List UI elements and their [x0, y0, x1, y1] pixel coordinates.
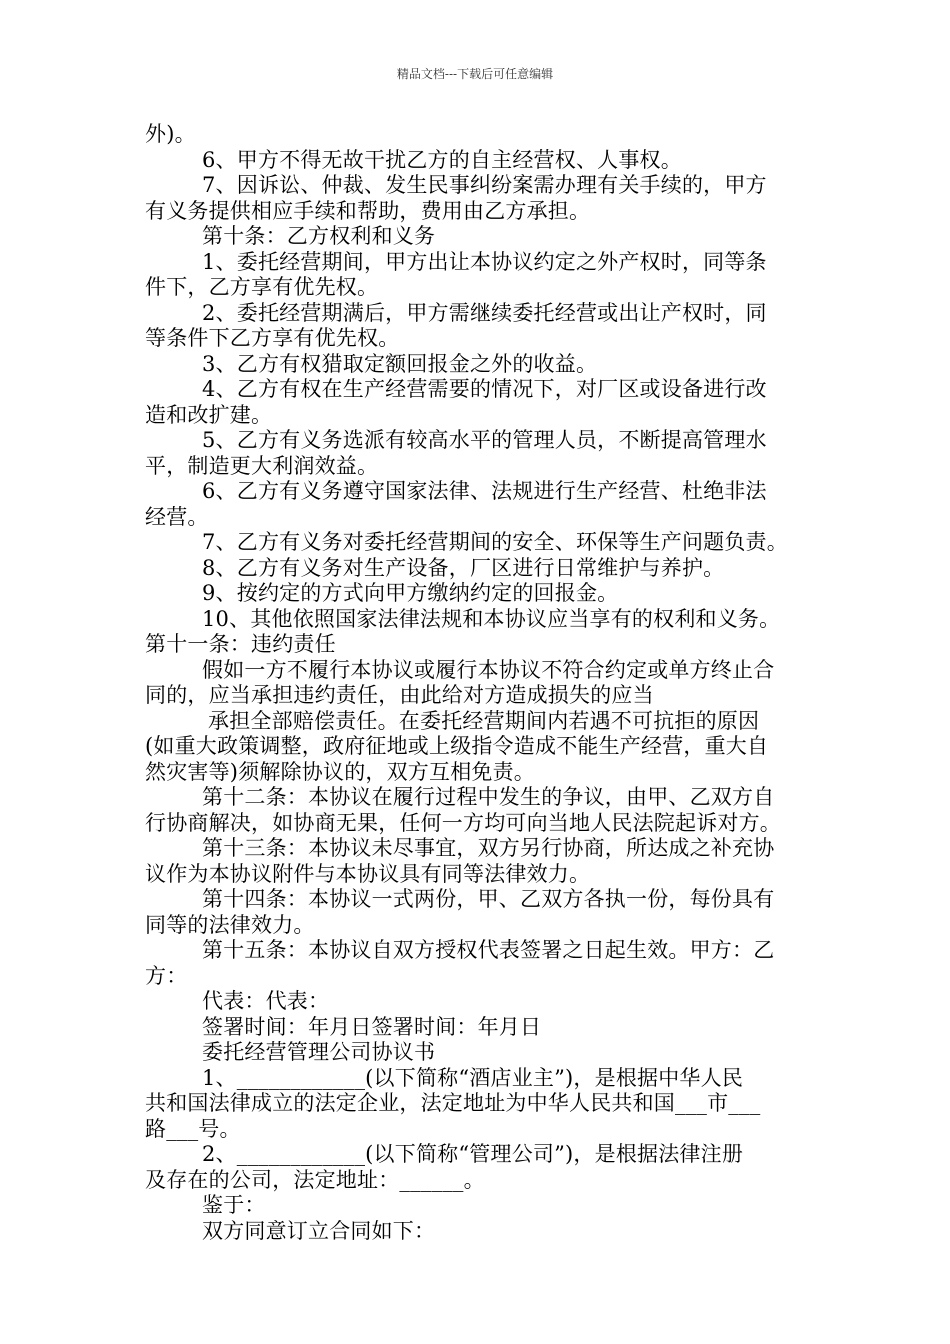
document-body [145, 122, 810, 1244]
page-header: 精品文档---下载后可任意编辑 [396, 67, 554, 81]
text-line: 第十二条：本协议在履行过程中发生的争议，由甲、乙双方自 [202, 785, 775, 809]
text-line: 10、其他依照国家法律法规和本协议应当享有的权利和义务。 [202, 606, 781, 631]
text-line: 承担全部赔偿责任。在委托经营期间内若遇不可抗拒的原因 [208, 708, 760, 733]
text-line: 8、乙方有义务对生产设备，厂区进行日常维护与养护。 [202, 555, 725, 580]
text-line: 然灾害等)须解除协议的，双方互相免责。 [145, 759, 535, 784]
signature-line: 代表：代表： [202, 989, 330, 1013]
section-heading: 第十一条：违约责任 [145, 632, 336, 656]
text-line: 假如一方不履行本协议或履行本协议不符合约定或单方终止合 [202, 657, 775, 682]
text-line: 外)。 [145, 122, 196, 146]
text-line: 3、乙方有权猎取定额回报金之外的收益。 [202, 351, 598, 376]
text-line: 2、____________(以下简称“管理公司”)，是根据法律注册 [202, 1142, 744, 1166]
text-line: 等条件下乙方享有优先权。 [145, 326, 400, 350]
text-line: 经营。 [145, 504, 209, 529]
text-line: 2、委托经营期满后，甲方需继续委托经营或出让产权时，同 [202, 300, 767, 325]
text-line: 7、乙方有义务对委托经营期间的安全、环保等生产问题负责。 [202, 530, 788, 554]
text-line: 及存在的公司，法定地址：______。 [145, 1167, 485, 1192]
text-line: 第十五条：本协议自双方授权代表签署之日起生效。甲方：乙 [202, 938, 775, 962]
signature-date-line: 签署时间：年月日签署时间：年月日 [202, 1014, 542, 1039]
text-line: 7、因诉讼、仲裁、发生民事纠纷案需办理有关手续的，甲方 [202, 173, 767, 197]
text-line: 6、乙方有义务遵守国家法律、法规进行生产经营、杜绝非法 [202, 479, 767, 503]
text-line: 鉴于： [202, 1193, 266, 1217]
text-line: 同的，应当承担违约责任，由此给对方造成损失的应当 [145, 683, 654, 707]
text-line: 4、乙方有权在生产经营需要的情况下，对厂区或设备进行改 [202, 377, 767, 401]
text-line: 路___号。 [145, 1116, 241, 1141]
text-line: (如重大政策调整，政府征地或上级指令造成不能生产经营，重大自 [145, 734, 769, 758]
document-subtitle: 委托经营管理公司协议书 [202, 1040, 436, 1064]
text-line: 方： [145, 963, 188, 988]
section-heading: 第十条：乙方权利和义务 [202, 224, 436, 248]
text-line: 平，制造更大利润效益。 [145, 453, 379, 478]
text-line: 9、按约定的方式向甲方缴纳约定的回报金。 [202, 581, 619, 605]
text-line: 1、____________(以下简称“酒店业主”)，是根据中华人民 [202, 1065, 744, 1090]
text-line: 同等的法律效力。 [145, 912, 315, 937]
text-line: 共和国法律成立的法定企业，法定地址为中华人民共和国___市___ [145, 1091, 761, 1115]
text-line: 1、委托经营期间，甲方出让本协议约定之外产权时，同等条 [202, 249, 767, 274]
text-line: 议作为本协议附件与本协议具有同等法律效力。 [145, 861, 591, 886]
text-line: 第十四条：本协议一式两份，甲、乙双方各执一份，每份具有 [202, 887, 775, 911]
text-line: 6、甲方不得无故干扰乙方的自主经营权、人事权。 [202, 147, 682, 172]
text-line: 有义务提供相应手续和帮助，费用由乙方承担。 [145, 198, 591, 223]
text-line: 行协商解决，如协商无果，任何一方均可向当地人民法院起诉对方。 [145, 810, 781, 835]
text-line: 双方同意订立合同如下： [202, 1218, 436, 1243]
text-line: 件下，乙方享有优先权。 [145, 275, 379, 299]
text-line: 造和改扩建。 [145, 402, 273, 427]
text-line: 5、乙方有义务选派有较高水平的管理人员，不断提高管理水 [202, 428, 767, 452]
text-line: 第十三条：本协议未尽事宜，双方另行协商，所达成之补充协 [202, 836, 775, 860]
